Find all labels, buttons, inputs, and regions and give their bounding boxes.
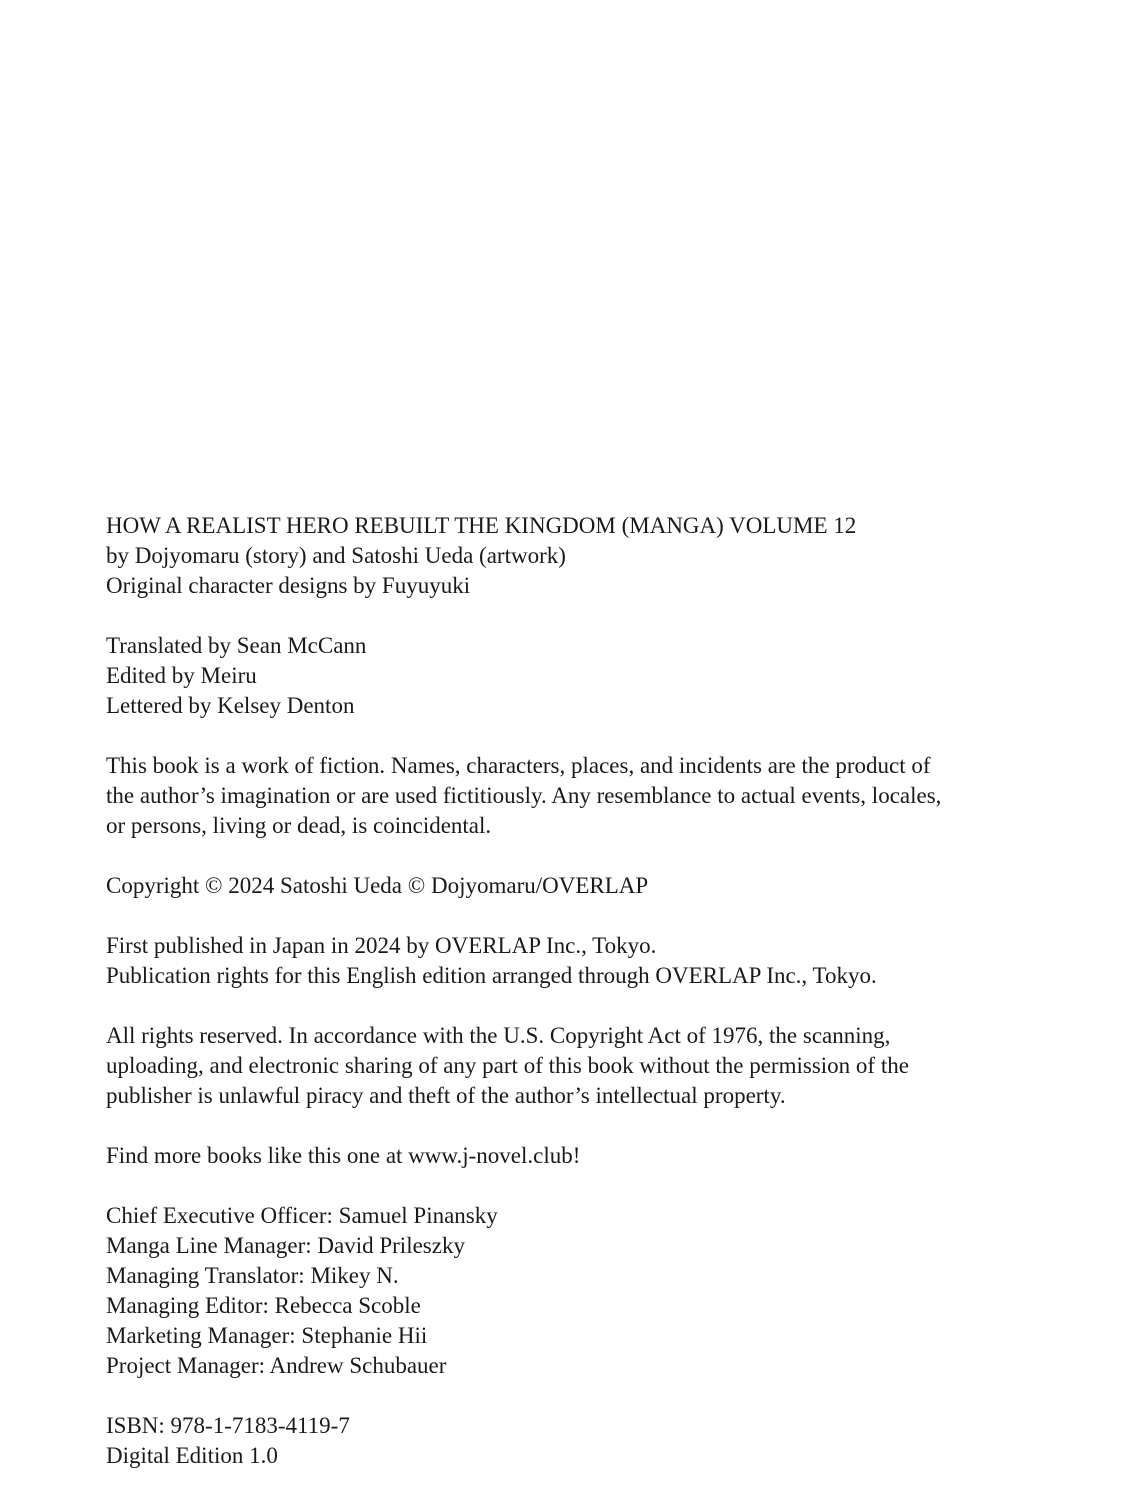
copyright-notice [106, 871, 1046, 901]
website-promo [106, 1141, 1046, 1171]
rights-line: All rights reserved. In accordance with the U.S. Copyright Act of 1976, the scanning, [106, 1023, 891, 1048]
rights-line: uploading, and electronic sharing of any part of this book without the permission of the [106, 1053, 909, 1078]
staff-item: Managing Translator: Mikey N. [106, 1263, 399, 1288]
website-line: Find more books like this one at www.j-novel.club! [106, 1143, 581, 1168]
letterer-credit: Lettered by Kelsey Denton [106, 693, 355, 718]
staff-item: Marketing Manager: Stephanie Hii [106, 1323, 428, 1348]
copyright-line: Copyright © 2024 Satoshi Ueda © Dojyomaru/OVERLAP [106, 873, 649, 898]
rights-line: publisher is unlawful piracy and theft of the author’s intellectual property. [106, 1083, 786, 1108]
publication-info [106, 931, 1046, 991]
disclaimer-line: or persons, living or dead, is coincidental. [106, 813, 492, 838]
isbn: ISBN: 978-1-7183-4119-7 [106, 1413, 350, 1438]
staff-item: Project Manager: Andrew Schubauer [106, 1353, 447, 1378]
rights-notice [106, 1021, 1046, 1111]
character-design-credit: Original character designs by Fuyuyuki [106, 573, 471, 598]
staff-item: Managing Editor: Rebecca Scoble [106, 1293, 421, 1318]
staff-item: Chief Executive Officer: Samuel Pinansky [106, 1203, 498, 1228]
edition-version: Digital Edition 1.0 [106, 1443, 278, 1468]
disclaimer-line: the author’s imagination or are used fictitiously. Any resemblance to actual events, locales, [106, 783, 942, 808]
fiction-disclaimer [106, 751, 1046, 841]
translator-credit: Translated by Sean McCann [106, 633, 367, 658]
editor-credit: Edited by Meiru [106, 663, 257, 688]
production-credits [106, 631, 1046, 721]
title-block [106, 511, 1046, 601]
staff-list [106, 1201, 1046, 1381]
colophon-text [106, 511, 1046, 1471]
author-credit: by Dojyomaru (story) and Satoshi Ueda (artwork) [106, 543, 566, 568]
staff-item: Manga Line Manager: David Prileszky [106, 1233, 465, 1258]
publication-line: Publication rights for this English edition arranged through OVERLAP Inc., Tokyo. [106, 963, 877, 988]
edition-info [106, 1411, 1046, 1471]
publication-line: First published in Japan in 2024 by OVERLAP Inc., Tokyo. [106, 933, 657, 958]
disclaimer-line: This book is a work of fiction. Names, characters, places, and incidents are the product of [106, 753, 931, 778]
book-title: HOW A REALIST HERO REBUILT THE KINGDOM (MANGA) VOLUME 12 [106, 513, 857, 538]
